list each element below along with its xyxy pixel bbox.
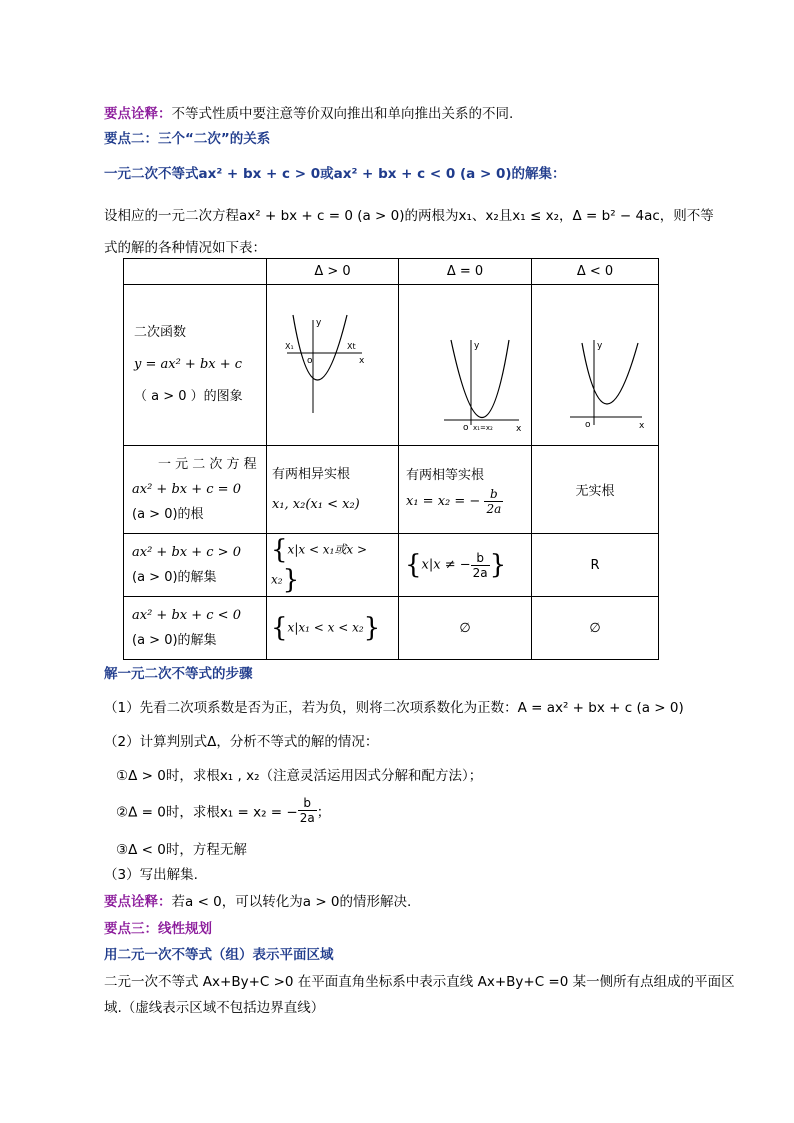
roots-double-text: 有两相等实根 (406, 467, 485, 483)
lt-two-roots-set: x|x₁ < x < x₂ (287, 620, 364, 635)
parabola-curve (582, 343, 638, 404)
x-axis-label: x (639, 421, 645, 431)
left-brace: { (405, 550, 422, 580)
step-1: （1）先看二次项系数是否为正，若为负，则将二次项系数化为正数：A = ax² + bx + c (a > 0) (104, 700, 684, 716)
steps-heading: 解一元二次不等式的步骤 (104, 666, 253, 682)
table-row-roots (124, 446, 659, 534)
point3-title: 要点三：线性规划 (104, 921, 212, 937)
lt-label-l2: (a > 0)的解集 (132, 633, 217, 648)
table-row-gt (124, 534, 659, 597)
step-2b (116, 796, 330, 825)
left-brace: { (271, 613, 288, 643)
table-header-delta-pos: Δ > 0 (267, 259, 399, 285)
double-root-label: x₁=x₂ (473, 424, 493, 432)
intro-line2: 式的解的各种情况如下表： (104, 240, 266, 256)
right-brace: } (282, 565, 300, 595)
x-axis-label: x (516, 424, 522, 434)
graph-cell-double-root (399, 285, 532, 446)
note2 (104, 890, 411, 910)
roots-two-cell (267, 446, 399, 534)
gt-label-cell (124, 534, 267, 597)
table-header-row (124, 259, 659, 285)
parabola-curve (451, 340, 509, 418)
gt-two-roots-cell (267, 534, 399, 597)
parabola-no-roots-graph (532, 285, 658, 441)
right-brace: } (363, 613, 381, 643)
graph-label-cell (124, 285, 267, 446)
step-2b-end: ； (316, 804, 331, 821)
note1-label: 要点诠释： (104, 106, 172, 122)
region-heading: 用二元一次不等式（组）表示平面区域 (104, 947, 334, 963)
gt-double-root-cell (399, 534, 532, 597)
gt-two-roots-set: x|x < x₁或x > x₂ (271, 542, 368, 587)
step-3: （3）写出解集. (104, 867, 198, 883)
y-axis-label: y (474, 341, 480, 351)
table-header-delta-zero: Δ = 0 (399, 259, 532, 285)
frac-den: 2a (486, 501, 502, 516)
fraction-b-over-2a (471, 551, 490, 580)
intro-line1: 设相应的一元二次方程ax² + bx + c = 0 (a > 0)的两根为x₁、x₂且x₁ ≤ x₂，Δ = b² − 4ac，则不等 (104, 208, 714, 224)
lt-double-root-cell: ∅ (399, 597, 532, 660)
discriminant-table (123, 258, 659, 660)
fraction-b-over-2a (484, 487, 503, 516)
region-line1: 二元一次不等式 Ax+By+C >0 在平面直角坐标系中表示直线 Ax+By+C =0 某一侧所有点组成的平面区 (104, 974, 735, 990)
frac-den: 2a (299, 811, 315, 825)
note2-text: 若a < 0，可以转化为a > 0的情形解决. (171, 894, 412, 910)
lt-two-roots-cell (267, 597, 399, 660)
root2-label: Xt (347, 342, 356, 351)
note1 (104, 102, 513, 122)
roots-label-l3: (a > 0)的根 (132, 507, 204, 522)
frac-num: b (471, 551, 490, 566)
roots-double-formula (406, 487, 531, 516)
left-brace: { (271, 535, 288, 565)
table-header-empty (124, 259, 267, 285)
gt-label-l1: ax² + bx + c > 0 (132, 545, 241, 560)
right-brace: } (489, 550, 507, 580)
roots-label-cell (124, 446, 267, 534)
gt-double-root-set: x|x ≠ − (421, 557, 471, 573)
roots-double-cell (399, 446, 532, 534)
note1-text: 不等式性质中要注意等价双向推出和单向推出关系的不同. (171, 106, 514, 122)
root1-label: X₁ (285, 342, 294, 351)
roots-two-text: 有两相异实根 (272, 466, 351, 482)
region-line2: 域.（虚线表示区域不包括边界直线） (104, 1000, 325, 1016)
step-2b-text: ②Δ = 0时，求根x₁ = x₂ = − (116, 804, 298, 821)
fraction-b-over-2a (298, 796, 317, 825)
frac-num: b (484, 487, 503, 502)
parabola-double-root-graph (399, 285, 531, 441)
origin-label: o (307, 356, 313, 366)
note2-label: 要点诠释： (104, 894, 172, 910)
table-row-graph (124, 285, 659, 446)
frac-num: b (298, 796, 317, 811)
roots-double-formula-text: x₁ = x₂ = − (406, 493, 481, 509)
roots-label-l1: 一 元 二 次 方 程 (158, 457, 257, 472)
parabola-two-roots-graph (267, 285, 398, 441)
step-2: （2）计算判别式Δ，分析不等式的解的情况： (104, 734, 379, 750)
graph-label-l3: （ a > 0 ）的图象 (134, 389, 243, 404)
roots-two-formula: x₁, x₂(x₁ < x₂) (272, 496, 360, 512)
origin-label: o (463, 423, 469, 433)
y-axis-label: y (316, 318, 322, 328)
roots-label-l2: ax² + bx + c = 0 (132, 482, 241, 497)
solset-heading: 一元二次不等式ax² + bx + c > 0或ax² + bx + c < 0 (a > 0)的解集： (104, 166, 566, 182)
roots-none-cell: 无实根 (532, 446, 659, 534)
point2-title: 要点二：三个“二次”的关系 (104, 131, 271, 147)
step-2a: ①Δ > 0时，求根x₁ , x₂（注意灵活运用因式分解和配方法）； (116, 768, 483, 784)
lt-label-l1: ax² + bx + c < 0 (132, 608, 241, 623)
origin-label: o (585, 420, 591, 430)
lt-label-cell (124, 597, 267, 660)
x-axis-label: x (359, 356, 365, 366)
graph-cell-no-roots (532, 285, 659, 446)
table-row-lt (124, 597, 659, 660)
y-axis-label: y (597, 341, 603, 351)
lt-no-roots-cell: ∅ (532, 597, 659, 660)
frac-den: 2a (472, 565, 488, 580)
gt-no-roots-cell: R (532, 534, 659, 597)
graph-cell-two-roots (267, 285, 399, 446)
step-2c: ③Δ < 0时，方程无解 (116, 842, 247, 858)
graph-label-l2: y = ax² + bx + c (134, 357, 243, 372)
graph-label-l1: 二次函数 (134, 325, 187, 340)
gt-label-l2: (a > 0)的解集 (132, 570, 217, 585)
table-header-delta-neg: Δ < 0 (532, 259, 659, 285)
